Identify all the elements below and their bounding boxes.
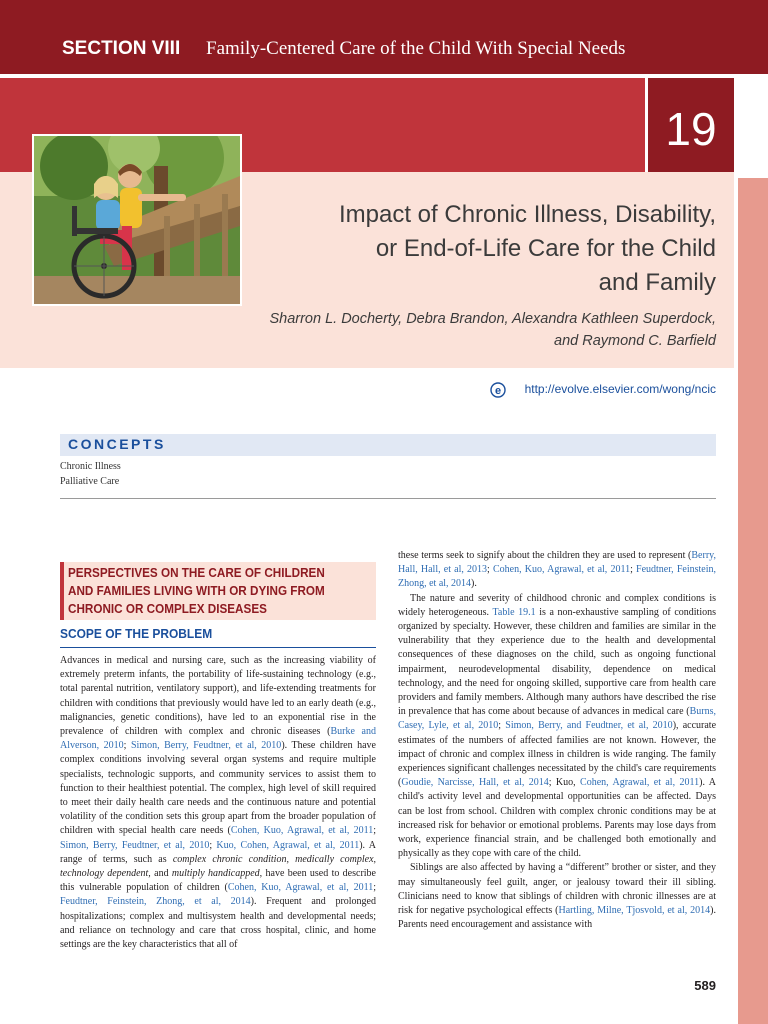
text-run: ; [630,564,637,576]
citation-link[interactable]: Goudie, Narcisse, Hall, et al, 2014 [401,777,549,789]
author-line: and Raymond C. Barfield [554,333,716,349]
text-run: The nature and severity of childhood chronic and complex conditions is widely heterogeneous. [398,592,716,618]
citation-link[interactable]: Simon, Berry, and Feudtner, et al, 2010 [505,720,673,732]
page-number: 589 [694,978,716,993]
paragraph [398,549,716,592]
citation-link[interactable]: Simon, Berry, Feudtner, et al, 2010 [130,740,282,752]
concepts-bar [60,434,716,456]
citation-link[interactable]: Simon, Berry, Feudtner, et al, 2010 [60,839,210,851]
chapter-title-line: and Family [598,269,716,296]
table-reference-link[interactable]: Table 19.1 [492,606,536,618]
section-title: Family-Centered Care of the Child With Special Needs [206,38,626,59]
text-run: ). [471,578,477,590]
right-column-text [398,549,716,932]
citation-link[interactable]: Kuo, Cohen, Agrawal, et al, 2011 [216,839,360,851]
text-run: ; [373,825,376,837]
text-run: ). Frequent and prolonged hospitalizations; complex and multisystem health and developmental needs; and reliance on technology and care that cross hospital, clinic, and home settings are the key characteristics that all of [60,896,376,951]
concepts-divider [60,498,716,499]
text-run: ). A range of terms, such as [60,839,377,865]
chapter-number-box [648,78,734,178]
section-label: SECTION VIII [62,38,181,59]
citation-link[interactable]: Cohen, Agrawal, et al, 2011 [580,777,700,789]
citation-link[interactable]: Berry, Hall, Hall, et al, 2013 [398,550,716,576]
text-run: have been used to describe this vulnerable population of children ( [60,868,376,894]
perspectives-heading-line: CHRONIC OR COMPLEX DISEASES [68,601,267,616]
citation-link[interactable]: Feudtner, Feinstein, Zhong, et al, 2014 [398,564,717,590]
citation-link[interactable]: Cohen, Kuo, Agrawal, et al, 2011 [227,882,374,894]
paragraph [398,861,716,932]
italic-term: multiply handicapped, [171,868,263,880]
text-run: ; [373,882,376,894]
section-header-bar [0,0,768,74]
scope-heading-rule [60,647,376,648]
text-run: ). These children have complex conditions involving several organ systems and require multiple specialists, technologic supports, and community services to assist them to function to their healthiest potential. The complex, high level of skill required to meet their daily health care needs and the continuous nature and potential volatility of the condition sets this group apart from the broader population of children with special health care needs ( [60,740,376,837]
text-run: ; [498,720,506,732]
text-run: ; [209,839,217,851]
left-column-text [60,654,376,952]
text-run: and [150,868,172,880]
text-run: is a non-exhaustive sampling of conditions organized by specialty. However, these children and families are similar in the vulnerability that they experience due to the health and developmental consequences of these diagnoses on the child, such as ongoing functional impairment, neurodevelopmental disability, dependence on medical technology, and the need for ongoing skilled, supportive care from health care providers and family members. Although many authors have described the rise in prevalence that has come about because of advances in medical care ( [398,606,716,718]
text-run: ). A child's activity level and developmental opportunities can be affected. Days can be lost from school. Children with complex chronic conditions may be at increased risk for behavior or emotional problems. Parents may lose days from work, experience financial strain, and be challenged both emotionally and physically as they cope with care of the child. [398,777,716,860]
perspectives-heading-line: PERSPECTIVES ON THE CARE OF CHILDREN [68,565,325,580]
evolve-link[interactable]: http://evolve.elsevier.com/wong/ncic [524,382,716,396]
scope-heading: SCOPE OF THE PROBLEM [60,626,213,641]
citation-link[interactable]: Feudtner, Feinstein, Zhong, et al, 2014 [60,896,251,908]
author-line: Sharron L. Docherty, Debra Brandon, Alexandra Kathleen Superdock, [269,311,716,327]
citation-link[interactable]: Burns, Casey, Lyle, et al, 2010 [398,706,716,732]
perspectives-heading [68,564,338,618]
text-run: ; [123,740,131,752]
italic-term: complex chronic condition, medically complex, technology dependent, [60,853,377,880]
perspectives-heading-box [60,562,376,620]
citation-link[interactable]: Burke and Alverson, 2010 [60,726,376,752]
perspectives-accent-bar [60,562,64,620]
svg-text:e: e [494,385,502,397]
concept-item: Palliative Care [60,476,120,487]
chapter-title [240,198,716,300]
chapter-authors [240,308,716,352]
text-run: Siblings are also affected by having a “different” brother or sister, and they may simultaneously feel guilt, anger, or jealousy toward their ill sibling. Clinicians need to know that siblings of children with chronic illnesses are at risk for negative psychological effects ( [398,862,716,917]
photo-children-wheelchair-icon [34,136,240,304]
text-run: Advances in medical and nursing care, such as the increasing viability of extremely preterm infants, the portability of life-sustaining technology (e.g., total parental nutrition, ventilatory support), and life-extending treatments for children with conditions that previously would have led to an early death (e.g., malignancies, genetic conditions), have led to an exponential rise in the prevalence of children with complex and chronic diseases ( [60,655,376,738]
paragraph [398,592,716,862]
chapter-title-line: or End-of-Life Care for the Child [375,235,716,262]
chapter-title-line: Impact of Chronic Illness, Disability, [338,201,716,228]
photo-children-wheelchair [32,134,242,306]
citation-link[interactable]: Hartling, Milne, Tjosvold, et al, 2014 [558,905,711,917]
concepts-heading: CONCEPTS [68,436,166,452]
paragraph [60,654,376,952]
side-strip [738,178,768,1024]
text-run: ; [487,564,493,576]
concept-list [60,459,121,489]
concept-item: Chronic Illness [60,461,121,472]
text-run: these terms seek to signify about the children they are used to represent ( [398,550,692,561]
text-run: ), accurate estimates of the numbers of affected families are not known. However, the impact of chronic and complex illness in children is wide ranging. The family experiences significant challenges necessitated by the child's care requirements ( [398,720,717,789]
perspectives-heading-line: AND FAMILIES LIVING WITH OR DYING FROM [68,583,325,598]
chapter-number: 19 [665,103,717,155]
citation-link[interactable]: Cohen, Kuo, Agrawal, et al, 2011 [230,825,374,837]
text-run: ). Parents need encouragement and assistance with [398,905,716,931]
text-run: ; Kuo, [548,777,581,789]
citation-link[interactable]: Cohen, Kuo, Agrawal, et al, 2011 [492,564,631,576]
